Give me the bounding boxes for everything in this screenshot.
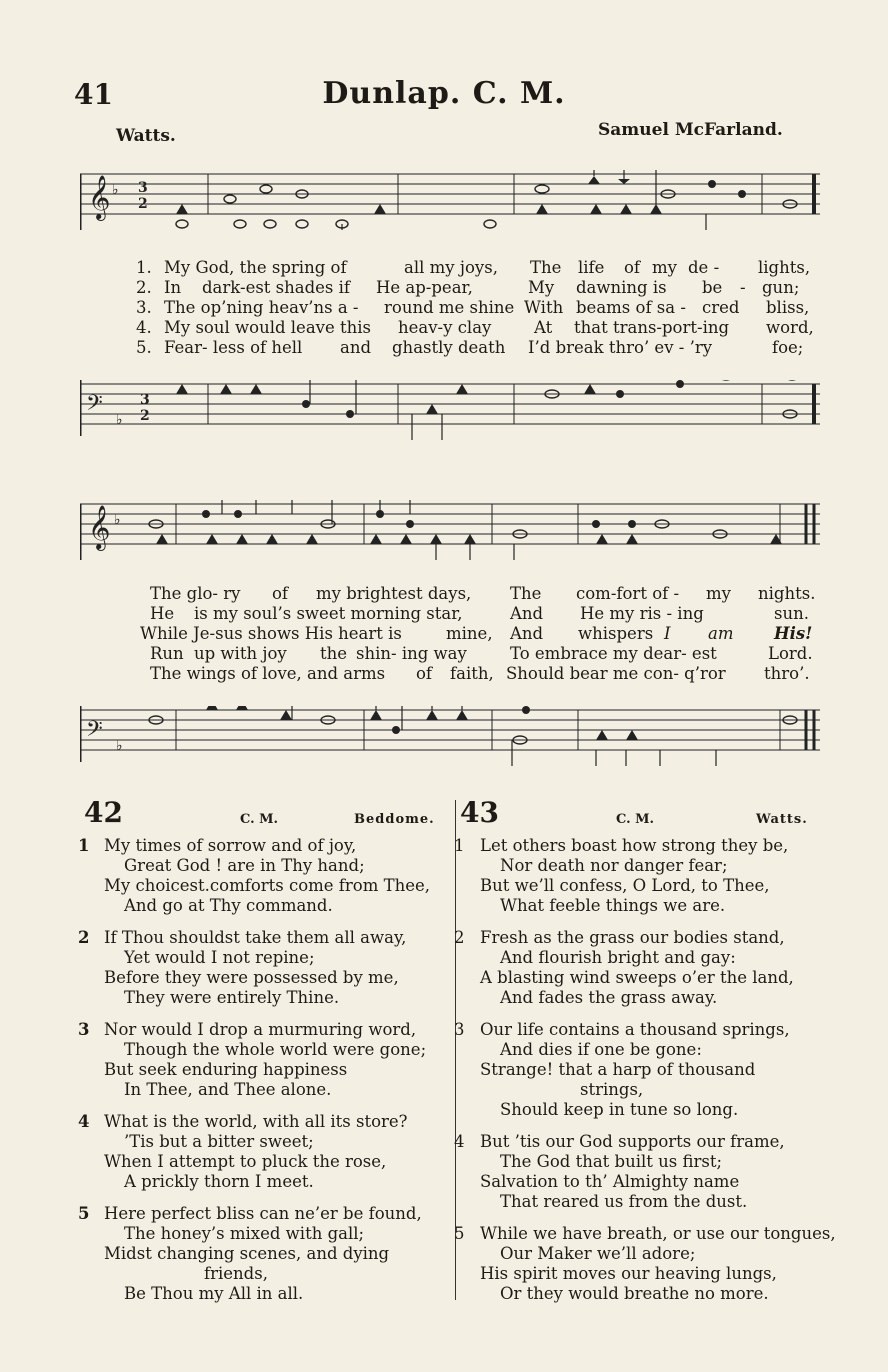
hymn-line: Our Maker we’ll adore; [500,1244,696,1263]
music-notation [80,500,820,560]
hymn-line: strings, [580,1080,644,1099]
lyric-line [150,644,840,664]
hymn-line: His spirit moves our heaving lungs, [480,1264,777,1283]
hymn-line: friends, [204,1264,268,1283]
lyric-syllable: my [652,258,677,277]
lyric-line [136,338,836,358]
lyric-syllable: I’d break thro’ ev - ’ry [528,338,713,357]
lyrics-system-2 [140,584,840,684]
lyric-syllable: and [340,338,372,357]
lyric-syllable: With [524,298,564,317]
stanza-number: 5 [78,1204,90,1223]
svg-text:♭: ♭ [116,412,123,428]
lyric-syllable: shin- ing way [356,644,467,663]
hymn-43 [454,796,840,1304]
lyric-syllable: beams of sa - [576,298,686,317]
lyric-line [140,624,840,644]
hymn-line: But ’tis our God supports our frame, [480,1132,785,1151]
bass-staff-system-1 [80,380,820,440]
svg-text:3: 3 [140,392,150,408]
treble-staff-system-1 [80,170,820,230]
stanza [454,1020,840,1120]
hymn-line: Before they were possessed by me, [104,968,399,987]
hymn-line: A prickly thorn I meet. [124,1172,314,1191]
hymn-line: Let others boast how strong they be, [480,836,789,855]
svg-text:♭: ♭ [116,738,123,754]
lyric-syllable: is my soul’s sweet morning star, [194,604,463,623]
treble-staff-system-2 [80,500,820,560]
hymn-line: What feeble things we are. [500,896,726,915]
stanza-number: 2 [454,928,465,947]
stanza-number: 3 [454,1020,465,1039]
lyric-syllable: The op’ning heav’ns a - [164,298,359,317]
hymn-line: Yet would I not repine; [124,948,315,967]
hymn-line: They were entirely Thine. [124,988,340,1007]
hymn-meter: C. M. [616,812,655,827]
lyric-syllable: My soul would leave this [164,318,371,337]
lyric-syllable: Lord. [768,644,813,663]
hymn-author: Watts. [756,812,808,827]
verse-number: 2. [136,278,152,297]
music-notation [80,170,820,230]
lyric-syllable: de - [688,258,720,277]
lyric-syllable: com-fort of - [576,584,680,603]
hymn-line: Great God ! are in Thy hand; [124,856,365,875]
words-credit: Watts. [116,126,176,146]
svg-text:𝄞: 𝄞 [88,505,111,549]
lyric-syllable: At [534,318,553,337]
lyric-syllable: that trans-port-ing [574,318,730,337]
hymn-line: Should keep in tune so long. [500,1100,739,1119]
stanza [78,1020,464,1100]
lyric-syllable: Should bear me con- q’ror [506,664,726,683]
hymn-line: Salvation to th’ Almighty name [480,1172,740,1191]
lyric-syllable: the [320,644,348,663]
hymn-line: Though the whole world were gone; [124,1040,427,1059]
page-number: 41 [74,78,113,111]
lyric-syllable: of [272,584,289,603]
music-notation [80,706,820,766]
lyric-line [136,278,836,298]
hymn-line: A blasting wind sweeps o’er the land, [480,968,794,987]
lyric-line [136,298,836,318]
svg-text:2: 2 [140,408,150,424]
svg-text:♭: ♭ [114,512,121,528]
hymn-line: When I attempt to pluck the rose, [104,1152,387,1171]
hymn-line: In Thee, and Thee alone. [124,1080,332,1099]
music-credit: Samuel McFarland. [598,120,783,140]
lyric-syllable: lights, [758,258,811,277]
stanza-number: 2 [78,928,90,947]
lyric-syllable: of [416,664,433,683]
lyric-syllable: word, [766,318,814,337]
hymn-42 [78,796,464,1304]
stanza-number: 1 [78,836,90,855]
stanza-number: 4 [454,1132,465,1151]
lyric-syllable: In [164,278,182,297]
lyrics-system-1 [136,258,836,358]
lyric-syllable: He [150,604,175,623]
lyric-syllable: gun; [762,278,800,297]
svg-text:♭: ♭ [112,182,119,198]
lyric-syllable: I [664,624,671,643]
hymn-line: And flourish bright and gay: [500,948,736,967]
hymn-header [460,796,840,832]
stanza [78,836,464,916]
stanza [454,1132,840,1212]
lyric-syllable: my brightest days, [316,584,472,603]
verse-number: 4. [136,318,152,337]
lyric-syllable: cred [702,298,740,317]
lyric-syllable: all my joys, [404,258,498,277]
hymn-number: 43 [460,796,499,829]
lyric-syllable: nights. [758,584,816,603]
hymn-header [84,796,464,832]
hymn-line: Or they would breathe no more. [500,1284,769,1303]
bass-staff-system-2 [80,706,820,766]
lyric-syllable: bliss, [766,298,810,317]
hymn-line: ’Tis but a bitter sweet; [124,1132,314,1151]
tune-title: Dunlap. C. M. [322,76,566,111]
stanza [78,1204,464,1304]
hymn-line: That reared us from the dust. [500,1192,748,1211]
stanza-number: 1 [454,836,465,855]
lyric-syllable: His! [774,624,813,643]
lyric-syllable: - [740,278,746,297]
lyric-syllable: up with joy [194,644,287,663]
lyric-syllable: He my ris - ing [580,604,704,623]
hymn-line: If Thou shouldst take them all away, [104,928,407,947]
svg-text:𝄢: 𝄢 [86,391,103,421]
verse-number: 3. [136,298,152,317]
lyric-syllable: The [530,258,562,277]
lyric-syllable: And [510,604,544,623]
svg-text:𝄞: 𝄞 [88,175,111,219]
lyric-syllable: dawning is [576,278,667,297]
hymn-line: But we’ll confess, O Lord, to Thee, [480,876,770,895]
hymn-line: Nor death nor danger fear; [500,856,728,875]
lyric-line [136,318,836,338]
lyric-syllable: round me shine [384,298,515,317]
svg-text:𝄢: 𝄢 [86,717,103,747]
stanza [78,928,464,1008]
stanza-number: 4 [78,1112,90,1131]
lyric-syllable: The wings of love, and arms [150,664,386,683]
lyric-syllable: My God, the spring of [164,258,347,277]
lyric-syllable: foe; [772,338,804,357]
lyric-syllable: be [702,278,723,297]
lyric-syllable: My [528,278,555,297]
verse-number: 5. [136,338,152,357]
lyric-syllable: mine, [446,624,493,643]
lyric-syllable: The [510,584,542,603]
hymn-line: Fresh as the grass our bodies stand, [480,928,785,947]
lyric-syllable: of [624,258,641,277]
lyric-syllable: my [706,584,731,603]
lyric-line [150,584,840,604]
lyric-syllable: While Je-sus shows His heart is [140,624,402,643]
lyric-syllable: heav-y clay [398,318,492,337]
hymn-line: Strange! that a harp of thousand [480,1060,756,1079]
hymn-line: Nor would I drop a murmuring word, [104,1020,417,1039]
hymn-line: What is the world, with all its store? [104,1112,408,1131]
hymn-line: And go at Thy command. [124,896,333,915]
hymn-line: But seek enduring happiness [104,1060,348,1079]
lyric-syllable: And [510,624,544,643]
hymn-line: My times of sorrow and of joy, [104,836,357,855]
hymn-line: And dies if one be gone: [500,1040,702,1059]
lyric-line [150,604,840,624]
svg-text:3: 3 [138,180,148,196]
lyric-syllable: dark-est shades if [202,278,351,297]
hymn-line: While we have breath, or use our tongues, [480,1224,836,1243]
hymn-line: Be Thou my All in all. [124,1284,304,1303]
hymn-line: Midst changing scenes, and dying [104,1244,390,1263]
stanza [454,928,840,1008]
lyric-syllable: am [708,624,734,643]
hymn-meter: C. M. [240,812,279,827]
lyric-line [136,258,836,278]
svg-text:2: 2 [138,196,148,212]
stanza [78,1112,464,1192]
lyric-syllable: whispers [578,624,654,643]
lyric-line [150,664,840,684]
lyric-syllable: faith, [450,664,494,683]
hymn-line: Our life contains a thousand springs, [480,1020,790,1039]
hymn-line: The honey’s mixed with gall; [124,1224,365,1243]
stanza-number: 3 [78,1020,90,1039]
hymn-line: My choicest.comforts come from Thee, [104,876,431,895]
lyric-syllable: thro’. [764,664,810,683]
lyric-syllable: He ap-pear, [376,278,473,297]
lyric-syllable: To embrace my dear- est [510,644,717,663]
stanza [454,836,840,916]
hymn-line: Here perfect bliss can ne’er be found, [104,1204,422,1223]
hymn-number: 42 [84,796,123,829]
lyric-syllable: Fear- less of hell [164,338,303,357]
lyric-syllable: The glo- ry [150,584,241,603]
lyric-syllable: life [578,258,605,277]
music-notation [80,380,820,440]
lyric-syllable: sun. [774,604,809,623]
lyric-syllable: ghastly death [392,338,506,357]
verse-number: 1. [136,258,152,277]
hymn-author: Beddome. [354,812,435,827]
stanza-number: 5 [454,1224,465,1243]
hymn-line: And fades the grass away. [500,988,718,1007]
stanza [454,1224,840,1304]
hymn-line: The God that built us first; [500,1152,723,1171]
lyric-syllable: Run [150,644,184,663]
